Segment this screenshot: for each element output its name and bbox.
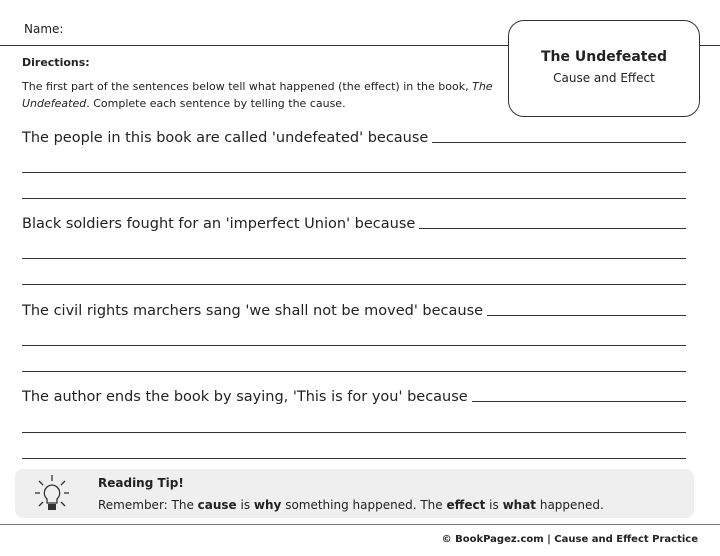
- question-2: [22, 216, 686, 232]
- question-text: The author ends the book by saying, 'This is for you' because: [22, 389, 468, 405]
- answer-blank[interactable]: [487, 315, 686, 316]
- footer-text: © BookPagez.com | Cause and Effect Practice: [441, 534, 698, 545]
- title-box: [508, 20, 700, 117]
- tip-heading: Reading Tip!: [98, 476, 184, 490]
- directions-part: The first part of the sentences below tell what happened (the effect) in the book,: [22, 80, 473, 93]
- directions-heading: Directions:: [22, 56, 90, 69]
- answer-line[interactable]: [22, 172, 686, 173]
- answer-line[interactable]: [22, 432, 686, 433]
- book-title: The Undefeated: [22, 80, 493, 110]
- question-text: The civil rights marchers sang 'we shall not be moved' because: [22, 303, 484, 319]
- worksheet-subtitle: Cause and Effect: [553, 71, 655, 85]
- tip-part: is: [236, 498, 254, 512]
- question-1: [22, 130, 686, 146]
- question-3: [22, 303, 686, 319]
- tip-part: happened.: [536, 498, 604, 512]
- tip-bold: cause: [197, 498, 237, 512]
- tip-part: Remember: The: [98, 498, 198, 512]
- tip-part: is: [485, 498, 503, 512]
- footer-divider: [0, 524, 720, 525]
- question-text: Black soldiers fought for an 'imperfect Union' because: [22, 216, 416, 232]
- answer-line[interactable]: [22, 258, 686, 259]
- answer-line[interactable]: [22, 458, 686, 459]
- tip-bold: what: [502, 498, 537, 512]
- question-text: The people in this book are called 'undefeated' because: [22, 130, 429, 146]
- answer-line[interactable]: [22, 198, 686, 199]
- answer-blank[interactable]: [472, 401, 686, 402]
- answer-line[interactable]: [22, 284, 686, 285]
- tip-bold: why: [253, 498, 282, 512]
- answer-blank[interactable]: [419, 228, 686, 229]
- answer-blank[interactable]: [432, 142, 686, 143]
- directions-part: . Complete each sentence by telling the cause.: [86, 97, 346, 110]
- answer-line[interactable]: [22, 345, 686, 346]
- tip-bold: effect: [446, 498, 486, 512]
- lightbulb-icon: [30, 472, 74, 516]
- name-label: Name:: [24, 22, 64, 36]
- directions-text: [22, 78, 502, 112]
- tip-part: something happened. The: [281, 498, 447, 512]
- answer-line[interactable]: [22, 371, 686, 372]
- question-4: [22, 389, 686, 405]
- tip-text: [98, 498, 604, 512]
- worksheet-title: The Undefeated: [541, 49, 667, 65]
